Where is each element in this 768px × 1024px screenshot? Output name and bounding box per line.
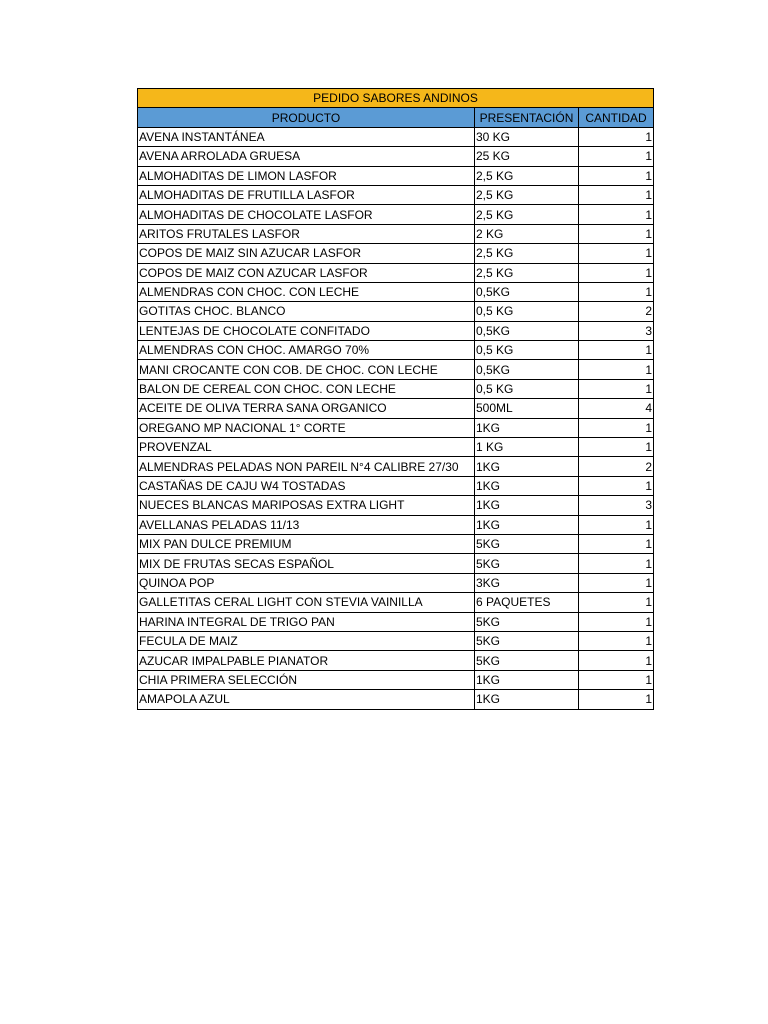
cell-cantidad: 1 <box>579 224 654 243</box>
cell-cantidad: 3 <box>579 496 654 515</box>
cell-producto: HARINA INTEGRAL DE TRIGO PAN <box>138 612 475 631</box>
cell-producto: ALMOHADITAS DE CHOCOLATE LASFOR <box>138 205 475 224</box>
cell-presentacion: 2,5 KG <box>475 166 579 185</box>
cell-cantidad: 1 <box>579 418 654 437</box>
cell-producto: MANI CROCANTE CON COB. DE CHOC. CON LECHE <box>138 360 475 379</box>
cell-cantidad: 3 <box>579 321 654 340</box>
cell-presentacion: 2 KG <box>475 224 579 243</box>
cell-producto: LENTEJAS DE CHOCOLATE CONFITADO <box>138 321 475 340</box>
table-row <box>138 321 654 340</box>
cell-presentacion: 5KG <box>475 631 579 650</box>
table-row <box>138 593 654 612</box>
cell-producto: PROVENZAL <box>138 438 475 457</box>
table-body <box>138 127 654 709</box>
table-row <box>138 438 654 457</box>
cell-producto: ALMENDRAS PELADAS NON PAREIL N°4 CALIBRE 27/30 <box>138 457 475 476</box>
cell-cantidad: 1 <box>579 554 654 573</box>
cell-presentacion: 1KG <box>475 515 579 534</box>
table-row <box>138 147 654 166</box>
table-row <box>138 651 654 670</box>
table-row <box>138 631 654 650</box>
table-row <box>138 573 654 592</box>
cell-presentacion: 0,5 KG <box>475 302 579 321</box>
cell-presentacion: 1KG <box>475 476 579 495</box>
cell-cantidad: 1 <box>579 379 654 398</box>
table-row <box>138 302 654 321</box>
cell-producto: MIX DE FRUTAS SECAS ESPAÑOL <box>138 554 475 573</box>
column-header-producto: PRODUCTO <box>138 108 475 127</box>
cell-producto: ARITOS FRUTALES LASFOR <box>138 224 475 243</box>
cell-producto: ACEITE DE OLIVA TERRA SANA ORGANICO <box>138 399 475 418</box>
table-row <box>138 476 654 495</box>
cell-presentacion: 5KG <box>475 554 579 573</box>
cell-producto: ALMOHADITAS DE FRUTILLA LASFOR <box>138 185 475 204</box>
cell-producto: AVENA INSTANTÁNEA <box>138 127 475 146</box>
cell-cantidad: 1 <box>579 166 654 185</box>
cell-presentacion: 5KG <box>475 651 579 670</box>
cell-presentacion: 0,5KG <box>475 282 579 301</box>
cell-presentacion: 1 KG <box>475 438 579 457</box>
table-row <box>138 360 654 379</box>
table-row <box>138 690 654 709</box>
table-row <box>138 534 654 553</box>
title-row <box>138 89 654 108</box>
table-row <box>138 379 654 398</box>
cell-presentacion: 3KG <box>475 573 579 592</box>
cell-producto: FECULA DE MAIZ <box>138 631 475 650</box>
cell-producto: AVENA ARROLADA GRUESA <box>138 147 475 166</box>
cell-presentacion: 5KG <box>475 612 579 631</box>
cell-cantidad: 1 <box>579 127 654 146</box>
cell-cantidad: 1 <box>579 147 654 166</box>
cell-presentacion: 2,5 KG <box>475 244 579 263</box>
cell-cantidad: 1 <box>579 515 654 534</box>
header-row <box>138 108 654 127</box>
cell-cantidad: 1 <box>579 263 654 282</box>
cell-presentacion: 1KG <box>475 496 579 515</box>
table-row <box>138 399 654 418</box>
table-row <box>138 670 654 689</box>
table-row <box>138 244 654 263</box>
cell-presentacion: 1KG <box>475 670 579 689</box>
cell-producto: QUINOA POP <box>138 573 475 592</box>
cell-presentacion: 1KG <box>475 418 579 437</box>
cell-cantidad: 1 <box>579 612 654 631</box>
table-row <box>138 341 654 360</box>
cell-cantidad: 1 <box>579 651 654 670</box>
cell-cantidad: 1 <box>579 438 654 457</box>
column-header-presentacion: PRESENTACIÓN <box>475 108 579 127</box>
table-row <box>138 205 654 224</box>
order-title: PEDIDO SABORES ANDINOS <box>138 89 654 108</box>
cell-presentacion: 25 KG <box>475 147 579 166</box>
table-row <box>138 496 654 515</box>
cell-presentacion: 5KG <box>475 534 579 553</box>
cell-cantidad: 1 <box>579 205 654 224</box>
cell-producto: AMAPOLA AZUL <box>138 690 475 709</box>
cell-cantidad: 1 <box>579 534 654 553</box>
table-row <box>138 457 654 476</box>
cell-presentacion: 1KG <box>475 690 579 709</box>
cell-cantidad: 2 <box>579 302 654 321</box>
cell-presentacion: 0,5KG <box>475 321 579 340</box>
table-row <box>138 515 654 534</box>
cell-producto: AZUCAR IMPALPABLE PIANATOR <box>138 651 475 670</box>
table-row <box>138 612 654 631</box>
cell-cantidad: 1 <box>579 573 654 592</box>
cell-cantidad: 2 <box>579 457 654 476</box>
cell-presentacion: 0,5 KG <box>475 341 579 360</box>
cell-producto: BALON DE CEREAL CON CHOC. CON LECHE <box>138 379 475 398</box>
cell-cantidad: 1 <box>579 670 654 689</box>
order-table <box>137 88 654 710</box>
cell-presentacion: 2,5 KG <box>475 205 579 224</box>
column-header-cantidad: CANTIDAD <box>579 108 654 127</box>
cell-cantidad: 4 <box>579 399 654 418</box>
cell-producto: GALLETITAS CERAL LIGHT CON STEVIA VAINILLA <box>138 593 475 612</box>
cell-presentacion: 500ML <box>475 399 579 418</box>
cell-producto: AVELLANAS PELADAS 11/13 <box>138 515 475 534</box>
table-row <box>138 263 654 282</box>
cell-producto: ALMOHADITAS DE LIMON LASFOR <box>138 166 475 185</box>
table-row <box>138 166 654 185</box>
cell-cantidad: 1 <box>579 282 654 301</box>
cell-presentacion: 30 KG <box>475 127 579 146</box>
cell-producto: CHIA PRIMERA SELECCIÓN <box>138 670 475 689</box>
cell-cantidad: 1 <box>579 631 654 650</box>
cell-presentacion: 2,5 KG <box>475 185 579 204</box>
cell-presentacion: 0,5 KG <box>475 379 579 398</box>
cell-cantidad: 1 <box>579 360 654 379</box>
cell-cantidad: 1 <box>579 244 654 263</box>
table-row <box>138 127 654 146</box>
table-row <box>138 282 654 301</box>
cell-producto: CASTAÑAS DE CAJU W4 TOSTADAS <box>138 476 475 495</box>
cell-producto: OREGANO MP NACIONAL 1° CORTE <box>138 418 475 437</box>
cell-cantidad: 1 <box>579 593 654 612</box>
table-row <box>138 554 654 573</box>
cell-producto: COPOS DE MAIZ CON AZUCAR LASFOR <box>138 263 475 282</box>
cell-cantidad: 1 <box>579 185 654 204</box>
table-row <box>138 185 654 204</box>
cell-producto: NUECES BLANCAS MARIPOSAS EXTRA LIGHT <box>138 496 475 515</box>
cell-cantidad: 1 <box>579 476 654 495</box>
cell-cantidad: 1 <box>579 341 654 360</box>
cell-presentacion: 1KG <box>475 457 579 476</box>
cell-producto: MIX PAN DULCE PREMIUM <box>138 534 475 553</box>
cell-producto: ALMENDRAS CON CHOC. CON LECHE <box>138 282 475 301</box>
cell-producto: GOTITAS CHOC. BLANCO <box>138 302 475 321</box>
cell-presentacion: 0,5KG <box>475 360 579 379</box>
table-row <box>138 224 654 243</box>
cell-presentacion: 6 PAQUETES <box>475 593 579 612</box>
cell-producto: ALMENDRAS CON CHOC. AMARGO 70% <box>138 341 475 360</box>
cell-presentacion: 2,5 KG <box>475 263 579 282</box>
cell-cantidad: 1 <box>579 690 654 709</box>
cell-producto: COPOS DE MAIZ SIN AZUCAR LASFOR <box>138 244 475 263</box>
table-row <box>138 418 654 437</box>
